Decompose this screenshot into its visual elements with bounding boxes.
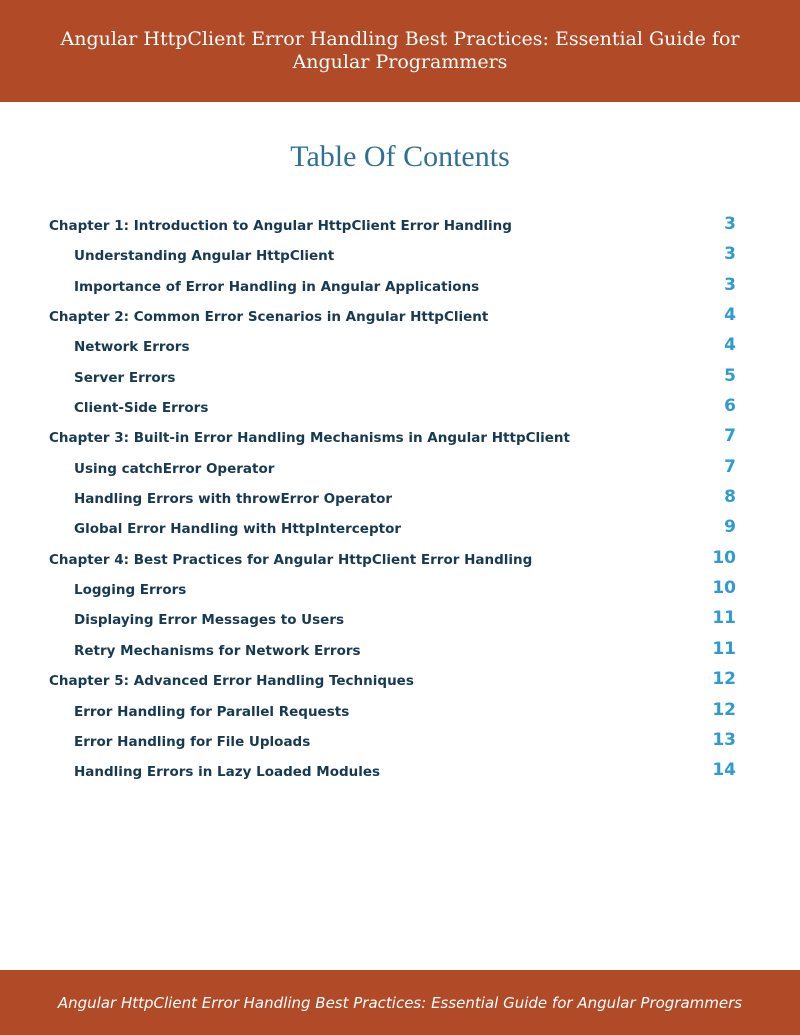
toc-chapter-entry[interactable] <box>0 665 800 695</box>
toc-entry-label[interactable]: Error Handling for Parallel Requests <box>74 703 350 720</box>
toc-section-entry[interactable] <box>0 331 800 361</box>
toc-page-number[interactable]: 4 <box>724 335 736 356</box>
toc-entry-label[interactable]: Chapter 1: Introduction to Angular HttpClient Error Handling <box>49 218 512 234</box>
toc-section-entry[interactable] <box>0 240 800 270</box>
toc-section-entry[interactable] <box>0 726 800 756</box>
toc-section-entry[interactable] <box>0 604 800 634</box>
toc-entry-label[interactable]: Chapter 5: Advanced Error Handling Techniques <box>49 673 414 690</box>
toc-section-entry[interactable] <box>0 483 800 513</box>
toc-entry-label[interactable]: Server Errors <box>74 369 176 386</box>
toc-section-entry[interactable] <box>0 635 800 665</box>
toc-entry-label[interactable]: Chapter 2: Common Error Scenarios in Angular HttpClient <box>49 309 489 326</box>
toc-entry-label[interactable]: Understanding Angular HttpClient <box>74 248 335 265</box>
header-band <box>0 0 800 102</box>
toc-entry-label[interactable]: Logging Errors <box>74 582 187 599</box>
toc-entry-label[interactable]: Displaying Error Messages to Users <box>74 612 345 629</box>
toc-chapter-entry[interactable] <box>0 301 800 331</box>
table-of-contents <box>0 210 800 787</box>
toc-page-number[interactable]: 13 <box>712 729 736 750</box>
toc-section-entry[interactable] <box>0 513 800 543</box>
toc-page-number[interactable]: 3 <box>724 244 736 265</box>
toc-entry-label[interactable]: Importance of Error Handling in Angular Applications <box>74 278 480 295</box>
toc-heading: Table Of Contents <box>290 140 510 173</box>
toc-page-number[interactable]: 8 <box>724 487 736 508</box>
toc-page-number[interactable]: 10 <box>712 578 736 599</box>
toc-chapter-entry[interactable] <box>0 544 800 574</box>
toc-entry-label[interactable]: Client-Side Errors <box>74 400 209 417</box>
toc-section-entry[interactable] <box>0 392 800 422</box>
toc-page-number[interactable]: 14 <box>712 760 736 781</box>
toc-entry-label[interactable]: Chapter 3: Built-in Error Handling Mechanisms in Angular HttpClient <box>49 430 570 447</box>
footer-band <box>0 970 800 1035</box>
footer-text: Angular HttpClient Error Handling Best Practices: Essential Guide for Angular Programmers <box>57 993 743 1012</box>
toc-section-entry[interactable] <box>0 756 800 786</box>
toc-page-number[interactable]: 5 <box>724 365 736 386</box>
toc-section-entry[interactable] <box>0 453 800 483</box>
toc-page-number[interactable]: 12 <box>712 669 736 690</box>
toc-chapter-entry[interactable] <box>0 422 800 452</box>
toc-page-number[interactable]: 6 <box>724 396 736 417</box>
toc-page-number[interactable]: 11 <box>712 638 736 659</box>
toc-entry-label[interactable]: Chapter 4: Best Practices for Angular HttpClient Error Handling <box>49 551 533 568</box>
toc-section-entry[interactable] <box>0 696 800 726</box>
toc-entry-label[interactable]: Global Error Handling with HttpInterceptor <box>74 521 402 538</box>
toc-entry-label[interactable]: Network Errors <box>74 339 190 356</box>
toc-chapter-entry[interactable] <box>0 210 800 240</box>
toc-entry-label[interactable]: Using catchError Operator <box>74 460 275 477</box>
toc-section-entry[interactable] <box>0 271 800 301</box>
document-title: Angular HttpClient Error Handling Best Practices: Essential Guide for Angular Programmers <box>60 28 740 73</box>
toc-page-number[interactable]: 12 <box>712 699 736 720</box>
toc-page-number[interactable]: 10 <box>712 547 736 568</box>
toc-page-number[interactable]: 3 <box>724 274 736 295</box>
toc-entry-label[interactable]: Error Handling for File Uploads <box>74 733 311 750</box>
toc-page-number[interactable]: 7 <box>724 426 736 447</box>
toc-page-number[interactable]: 4 <box>724 305 736 326</box>
toc-entry-label[interactable]: Handling Errors with throwError Operator <box>74 491 393 508</box>
toc-entry-label[interactable]: Retry Mechanisms for Network Errors <box>74 642 361 659</box>
toc-entry-label[interactable]: Handling Errors in Lazy Loaded Modules <box>74 764 381 781</box>
toc-page-number[interactable]: 11 <box>712 608 736 629</box>
toc-page-number[interactable]: 9 <box>724 517 736 538</box>
toc-page-number[interactable]: 3 <box>724 214 736 234</box>
toc-section-entry[interactable] <box>0 574 800 604</box>
toc-section-entry[interactable] <box>0 362 800 392</box>
toc-page-number[interactable]: 7 <box>724 456 736 477</box>
